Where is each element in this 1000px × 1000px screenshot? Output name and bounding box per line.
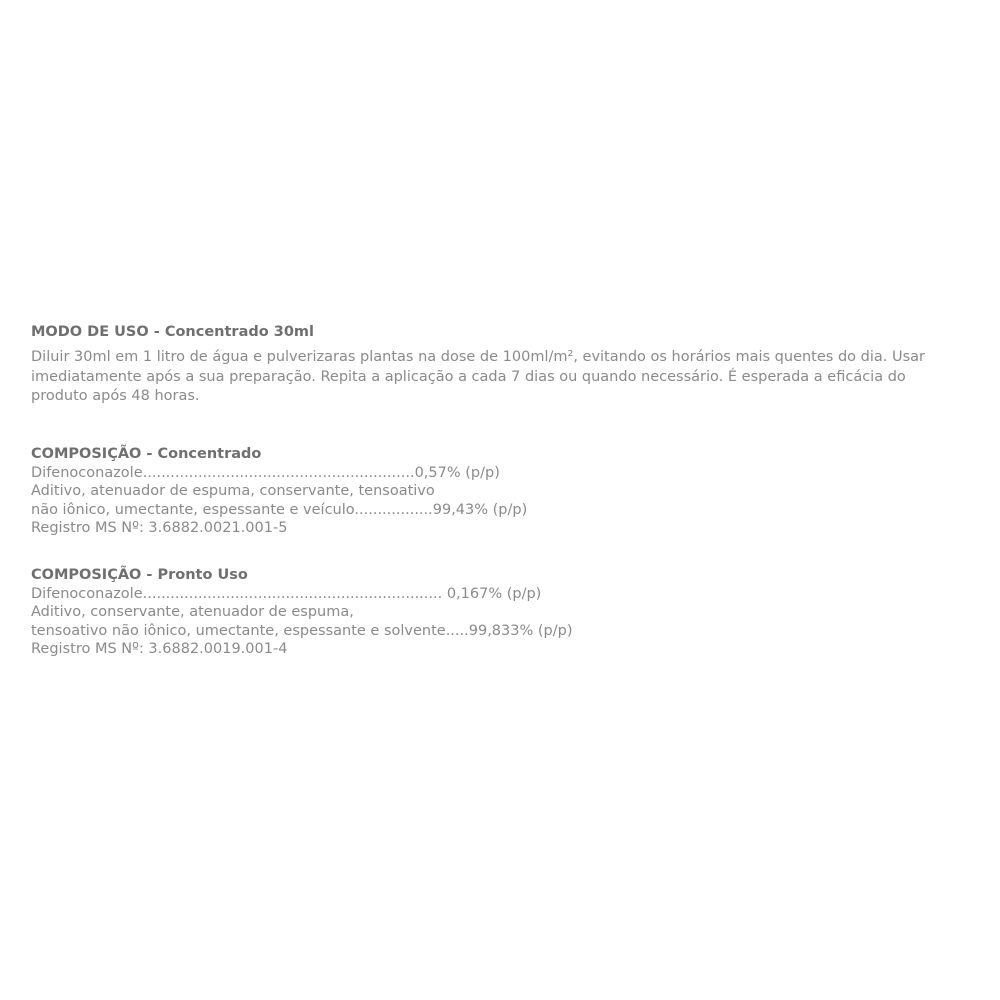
composicao-line: Aditivo, atenuador de espuma, conservante, tensoativo — [31, 483, 435, 499]
composicao-line: tensoativo não iônico, umectante, espessante e solvente.....99,833% (p/p) — [31, 622, 573, 639]
modo-de-uso-paragraph — [31, 348, 991, 407]
composicao-pronto-uso-section — [31, 565, 991, 659]
registro-line: Registro MS Nº: 3.6882.0021.001-5 — [31, 520, 288, 536]
modo-de-uso-section — [31, 322, 991, 407]
modo-de-uso-line: imediatamente após a sua preparação. Repita a aplicação a cada 7 dias ou quando necessário. É esperada a eficácia do — [31, 368, 906, 385]
modo-de-uso-line: Diluir 30ml em 1 litro de água e pulverizaras plantas na dose de 100ml/m², evitando os horários mais quentes do dia. Usar — [31, 349, 925, 365]
product-info-content — [31, 322, 991, 659]
composicao-concentrado-section — [31, 444, 991, 538]
composicao-line: não iônico, umectante, espessante e veículo.................99,43% (p/p) — [31, 501, 528, 518]
modo-de-uso-heading: MODO DE USO - Concentrado 30ml — [31, 324, 315, 340]
modo-de-uso-line: produto após 48 horas. — [31, 388, 200, 404]
composicao-line: Difenoconazole...........................................................0,57% (p/p) — [31, 464, 500, 481]
composicao-concentrado-heading: COMPOSIÇÃO - Concentrado — [31, 445, 262, 462]
composicao-line: Aditivo, conservante, atenuador de espuma, — [31, 604, 354, 620]
composicao-pronto-uso-heading: COMPOSIÇÃO - Pronto Uso — [31, 566, 248, 583]
composicao-line: Difenoconazole................................................................. 0,167% (p/p) — [31, 585, 542, 602]
registro-line: Registro MS Nº: 3.6882.0019.001-4 — [31, 641, 288, 657]
